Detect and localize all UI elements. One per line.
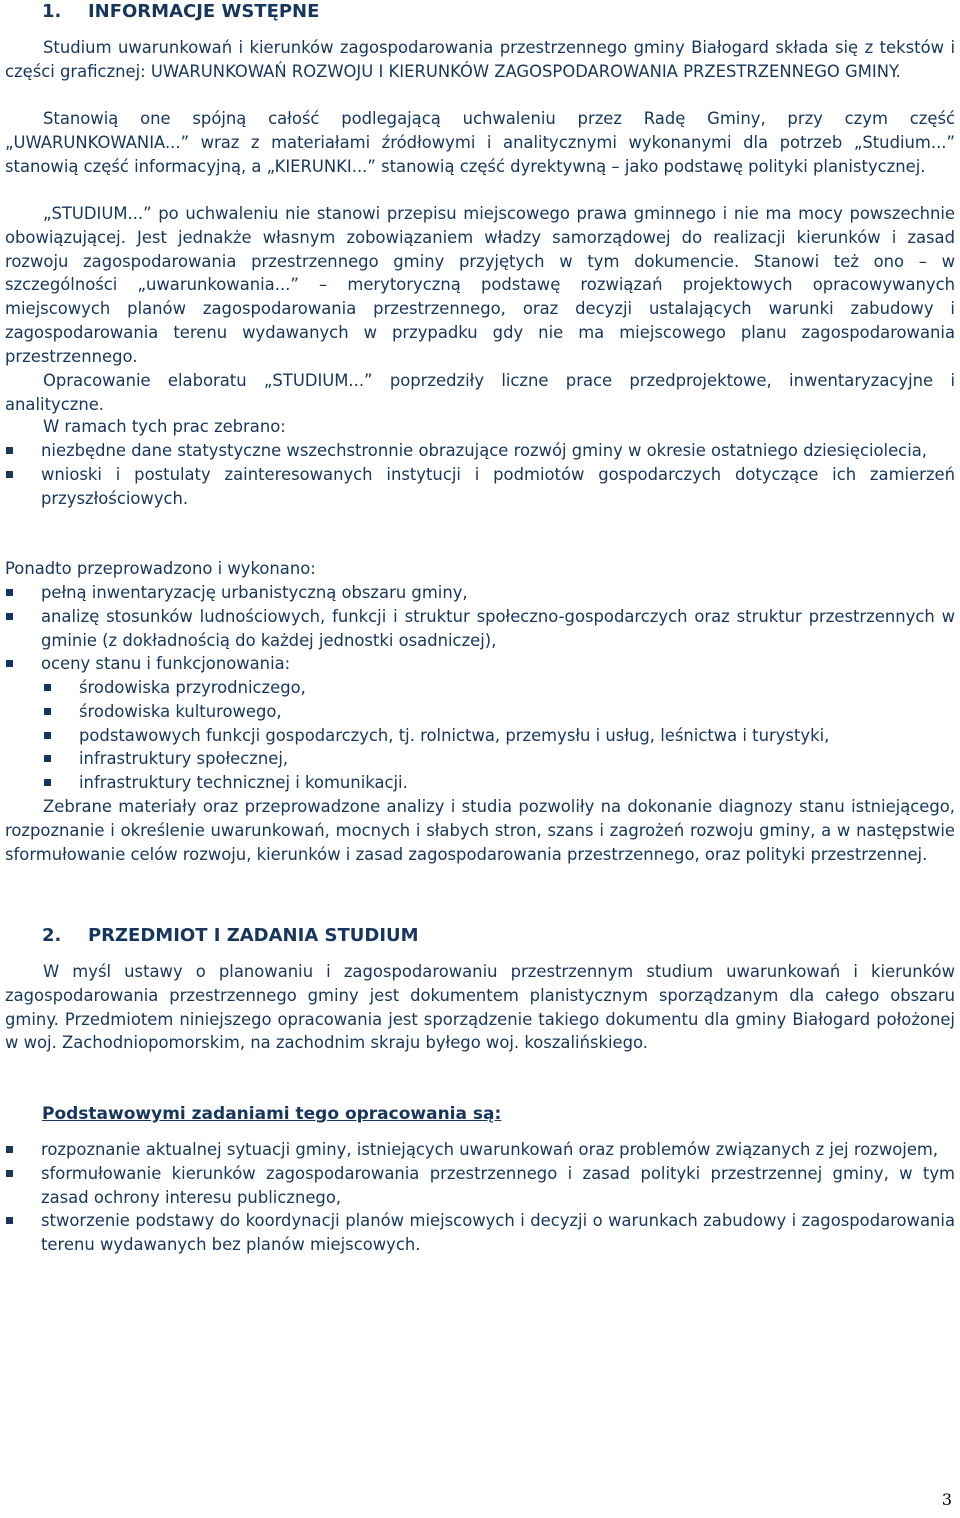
list-item: podstawowych funkcji gospodarczych, tj. rolnictwa, przemysłu i usług, leśnictwa i turystyki, (79, 724, 955, 748)
list-item: pełną inwentaryzację urbanistyczną obszaru gminy, (41, 581, 955, 605)
list-item: niezbędne dane statystyczne wszechstronnie obrazujące rozwój gminy w okresie ostatniego dziesięciolecia, (41, 439, 955, 463)
list-item: wnioski i postulaty zainteresowanych instytucji i podmiotów gospodarczych dotyczące ich zamierzeń przyszłościowych. (41, 463, 955, 511)
section-1-paragraph-6: Ponadto przeprowadzono i wykonano: (5, 559, 316, 578)
section-1-paragraph-5: W ramach tych prac zebrano: (43, 417, 286, 436)
section-1-heading (42, 0, 319, 24)
square-bullet-icon (6, 589, 13, 596)
list-item: stworzenie podstawy do koordynacji planów miejscowych i decyzji o warunkach zabudowy i zagospodarowania terenu wydawanych bez planów miejscowych. (41, 1209, 955, 1257)
section-1-title: INFORMACJE WSTĘPNE (87, 1, 320, 22)
section-1-paragraph-4: Opracowanie elaboratu „STUDIUM...” poprzedziły liczne prace przedprojektowe, inwentaryzacyjne i analityczne. (5, 371, 955, 414)
square-bullet-icon (44, 755, 51, 762)
square-bullet-icon (6, 613, 13, 620)
page-number: 3 (941, 1490, 952, 1509)
square-bullet-icon (44, 779, 51, 786)
square-bullet-icon (6, 447, 13, 454)
square-bullet-icon (6, 1146, 13, 1153)
list-item: rozpoznanie aktualnej sytuacji gminy, istniejących uwarunkowań oraz problemów związanych z jej rozwojem, (41, 1138, 955, 1162)
section-1-paragraph-2: Stanowią one spójną całość podlegającą uchwaleniu przez Radę Gminy, przy czym część „UWARUNKOWANIA...” wraz z materiałami źródłowymi i analitycznymi wykonanymi dla potrzeb „Studium...” stanowią część informacyjną, a „KIERUNKI...” stanowią część dyrektywną – jako podstawę polityki planistycznej. (5, 109, 955, 176)
square-bullet-icon (44, 708, 51, 715)
collected-data-list (41, 439, 955, 510)
square-bullet-icon (6, 1170, 13, 1177)
performed-work-list (41, 581, 955, 676)
section-2-number: 2. (42, 925, 62, 946)
assessment-sublist (79, 676, 955, 795)
list-item: środowiska kulturowego, (79, 700, 955, 724)
section-2-paragraph-1: W myśl ustawy o planowaniu i zagospodarowaniu przestrzennym studium uwarunkowań i kierunków zagospodarowania przestrzennego gminy jest dokumentem planistycznym sporządzanym dla całego obszaru gminy. Przedmiotem niniejszego opracowania jest sporządzenie takiego dokumentu dla gminy Białogard położonej w woj. Zachodniopomorskim, na zachodnim skraju byłego woj. koszalińskiego. (5, 962, 955, 1053)
square-bullet-icon (6, 471, 13, 478)
section-1-number: 1. (42, 1, 62, 22)
tasks-subheading: Podstawowymi zadaniami tego opracowania są: (42, 1104, 502, 1124)
tasks-list (41, 1138, 955, 1257)
list-item: infrastruktury społecznej, (79, 747, 955, 771)
section-1-paragraph-3: „STUDIUM...” po uchwaleniu nie stanowi przepisu miejscowego prawa gminnego i nie ma mocy powszechnie obowiązującej. Jest jednakże własnym zobowiązaniem władzy samorządowej do realizacji kierunków i zasad rozwoju zagospodarowania przestrzennego gminy przyjętych w tym dokumencie. Stanowi też ono – w szczególności „uwarunkowania...” – merytoryczną podstawę rozwiązań projektowych opracowywanych miejscowych planów zagospodarowania przestrzennego, oraz decyzji ustalających warunki zabudowy i zagospodarowania terenu wydawanych w przypadku gdy nie ma miejscowego planu zagospodarowania przestrzennego. (5, 204, 955, 366)
section-2-title: PRZEDMIOT I ZADANIA STUDIUM (87, 925, 419, 946)
square-bullet-icon (6, 1217, 13, 1224)
square-bullet-icon (44, 684, 51, 691)
section-1-paragraph-7: Zebrane materiały oraz przeprowadzone analizy i studia pozwoliły na dokonanie diagnozy stanu istniejącego, rozpoznanie i określenie uwarunkowań, mocnych i słabych stron, szans i zagrożeń rozwoju gminy, a w następstwie sformułowanie celów rozwoju, kierunków i zasad zagospodarowania przestrzennego, oraz polityki przestrzennej. (5, 797, 955, 864)
square-bullet-icon (44, 732, 51, 739)
list-item: analizę stosunków ludnościowych, funkcji i struktur społeczno-gospodarczych oraz struktur przestrzennych w gminie (z dokładnością do każdej jednostki osadniczej), (41, 605, 955, 653)
list-item: sformułowanie kierunków zagospodarowania przestrzennego i zasad polityki przestrzennej gminy, w tym zasad ochrony interesu publicznego, (41, 1162, 955, 1210)
section-1-paragraph-1: Studium uwarunkowań i kierunków zagospodarowania przestrzennego gminy Białogard składa się z tekstów i części graficznej: UWARUNKOWAŃ ROZWOJU I KIERUNKÓW ZAGOSPODAROWANIA PRZESTRZENNEGO GMINY. (5, 38, 955, 81)
list-item: oceny stanu i funkcjonowania: (41, 652, 955, 676)
list-item: infrastruktury technicznej i komunikacji. (79, 771, 955, 795)
square-bullet-icon (6, 660, 13, 667)
list-item: środowiska przyrodniczego, (79, 676, 955, 700)
section-2-heading (42, 924, 419, 948)
